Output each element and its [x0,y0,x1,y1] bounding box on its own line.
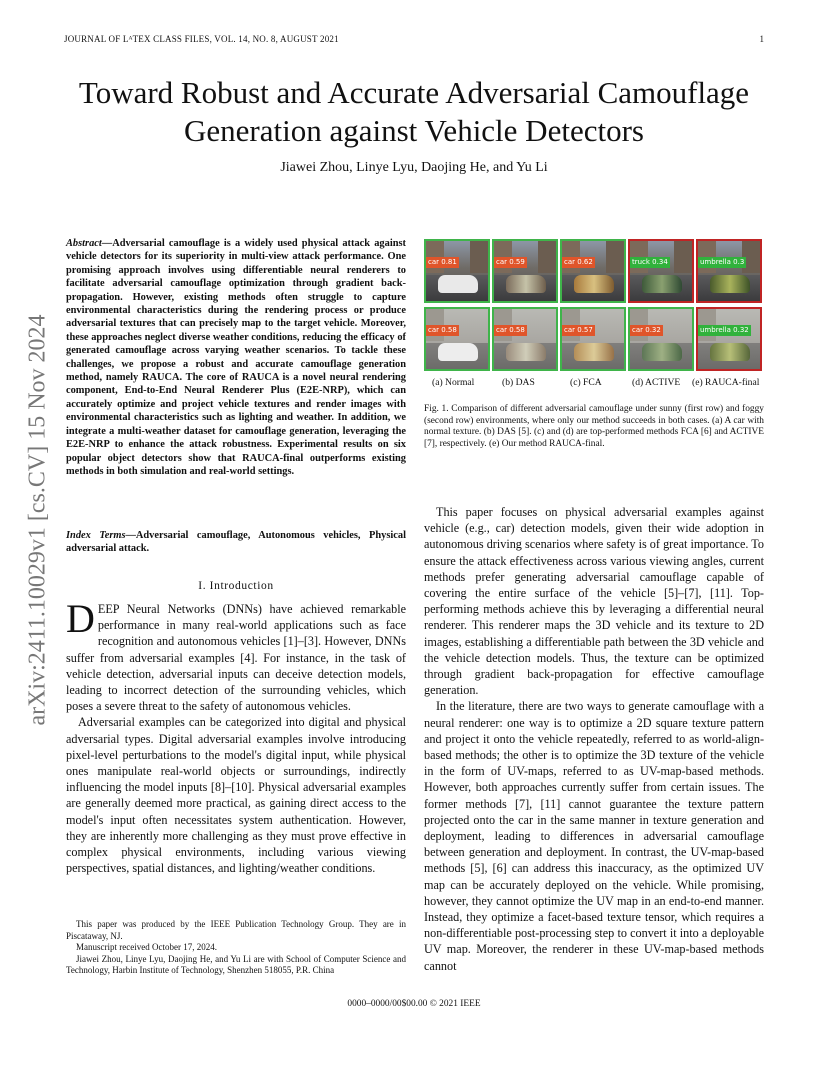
index-terms-text: —Adversarial camouflage, Autonomous vehicles, Physical adversarial attack. [66,530,406,555]
right-column-text [424,504,764,974]
subcaption-a: (a) Normal [432,377,475,388]
intro-p1-text: EEP Neural Networks (DNNs) have achieved remarkable performance in many real-world applications such as face recognition and autonomous vehicles [1]–[3]. However, DNNs suffer from adversarial examples [4]. For instance, in the task of vehicle detection, adversarial inputs can deceive detection models, leading to incorrect detection of the surrounding vehicles, which poses a severe threat to the safety of autonomous vehicles. [66,602,406,714]
detection-label: umbrella 0.32 [700,326,749,334]
right-paragraph-2: In the literature, there are two ways to generate camouflage with a neural renderer: one way is to optimize a 2D square texture pattern and project it onto the vehicle repeatedly, referred to as world-align-based methods; the other is to optimize the 3D texture of the vehicle in the form of UV-maps, referred to as UV-map-based methods. However, both approaches currently suffer from certain issues. The former methods [7], [11] cannot guarantee the texture pattern projected onto the car in the same manner in texture generation and deployment, leading to differences in adversarial camouflage between generation and deployment. In contrast, the UV-map-based methods [5], [6] can address this inaccuracy, as the optimized UV map can be accurately deployed on the vehicle. While promising, however, they cannot optimize the UV map in an end-to-end manner. Instead, they optimize a facet-based texture tensor, which requires a non-differentiable post-processing step to convert it into a deployable UV map. Moreover, the renderer in these UV-map-based methods cannot [424,699,764,973]
footnote-1: This paper was produced by the IEEE Publication Technology Group. They are in Piscataway, NJ. [66,919,406,941]
paper-authors: Jiawei Zhou, Linye Lyu, Daojing He, and Yu Li [280,160,548,175]
figure-caption: Fig. 1. Comparison of different adversarial camouflage under sunny (first row) and foggy (second row) environments, where only our method succeeds in both cases. (a) A car with normal texture. (b) DAS [5]. (c) and (d) are top-performed methods FCA [6] and ACTIVE [7], respectively. (e) Our method RAUCA-final. [424,404,764,449]
subcaption-d: (d) ACTIVE [632,377,681,388]
figure-image-a-foggy [424,307,490,371]
subcaption-c: (c) FCA [570,377,602,388]
footnote-2: Manuscript received October 17, 2024. [76,942,217,952]
abstract [66,237,406,478]
index-terms-label: Index Terms [66,530,126,541]
detection-label: car 0.81 [428,258,457,266]
footnote-3: Jiawei Zhou, Linye Lyu, Daojing He, and Yu Li are with School of Computer Science and Technology, Harbin Institute of Technology, Shenzhen 518055, P.R. China [66,953,406,975]
figure-image-b-sunny [492,239,558,303]
paper-title: Toward Robust and Accurate Adversarial Camouflage Generation against Vehicle Detectors [78,75,750,148]
subcaption-b: (b) DAS [502,377,535,388]
running-head: JOURNAL OF LᴬTEX CLASS FILES, VOL. 14, NO. 8, AUGUST 2021 [64,34,339,44]
section-heading: I. Introduction [198,580,274,592]
figure-image-a-sunny [424,239,490,303]
detection-label: car 0.58 [428,326,457,334]
right-paragraph-1: This paper focuses on physical adversarial examples against vehicle (e.g., car) detection models, given their wide adoption in autonomous driving scenarios where safety is of great importance. To ensure the attack effectiveness across various viewing angles, current methods prefer generating adversarial camouflage capable of covering the entire surface of the vehicle [5]–[7], [11]. Top-performing methods achieve this by leveraging a differential neural renderer. This renderer maps the 3D vehicle and its texture to 2D images, establishing a differentiable path between the 3D vehicle and the vehicle detection models. Thus, the texture can be optimized through gradient back-propagation for effective camouflage generation. [424,505,764,698]
detection-label: car 0.62 [564,258,593,266]
subcaption-e: (e) RAUCA-final [692,377,760,388]
abstract-label: Abstract [66,238,102,249]
detection-label: truck 0.34 [632,258,668,266]
abstract-text: —Adversarial camouflage is a widely used physical attack against vehicle detectors for its superiority in multi-view attack performance. One promising approach involves using differentiable neural renderers to facilitate adversarial camouflage optimization through gradient back-propagation. However, existing methods often struggle to capture environmental characteristics during the rendering process or produce adversarial textures that can precisely map to the target vehicle. Moreover, these approaches neglect diverse weather conditions, reducing the efficacy of generated camouflage across varying weather scenarios. To tackle these challenges, we propose a robust and accurate camouflage generation method, namely RAUCA. The core of RAUCA is a novel neural rendering component, End-to-End Neural Renderer Plus (E2E-NRP), which can accurately optimize and project vehicle textures and render images with environmental characteristics such as lighting and weather. In addition, we integrate a multi-weather dataset for camouflage generation, leveraging the E2E-NRP to enhance the attack robustness. Experimental results on six popular object detectors show that RAUCA-final outperforms existing methods in both simulation and real-world settings. [66,238,406,477]
figure-image-e-sunny [696,239,762,303]
figure-image-c-foggy [560,307,626,371]
drop-cap: D [66,596,95,641]
intro-paragraph-2: Adversarial examples can be categorized into digital and physical adversarial types. Digital adversarial examples involve introducing pixel-level perturbations to the model's digital input, while physical ones manipulate real-world objects or surroundings, indirectly influencing the model inputs [8]–[10]. Physical adversarial examples are generally deemed more practical, as gaining direct access to the model's input often necessitates system authentication. However, they are inherently more challenging as they must prove effective in complex physical environments, including various viewing perspectives, spatial distances, and lighting/weather conditions. [66,715,406,876]
figure-image-d-foggy [628,307,694,371]
figure-image-e-foggy [696,307,762,371]
figure-image-c-sunny [560,239,626,303]
index-terms [66,529,406,556]
detection-label: car 0.32 [632,326,661,334]
intro-paragraph-1 [66,596,406,714]
detection-label: car 0.59 [496,258,525,266]
detection-label: umbrella 0.3 [700,258,745,266]
figure-1 [424,239,764,389]
copyright-footer: 0000–0000/00$00.00 © 2021 IEEE [347,999,481,1009]
figure-image-b-foggy [492,307,558,371]
detection-label: car 0.58 [496,326,525,334]
introduction-text [66,596,406,876]
arxiv-stamp: arXiv:2411.10029v1 [cs.CV] 15 Nov 2024 [24,314,51,726]
footnotes [66,919,406,977]
detection-label: car 0.57 [564,326,593,334]
figure-image-d-sunny [628,239,694,303]
page-number: 1 [759,34,764,44]
